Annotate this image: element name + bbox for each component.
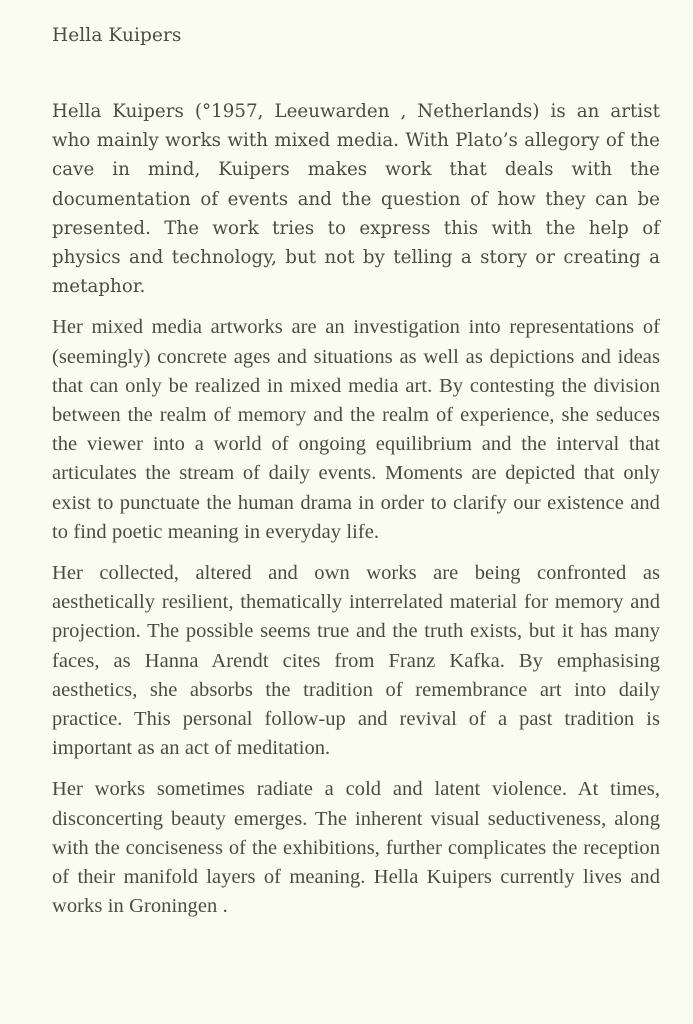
page-title: Hella Kuipers — [52, 25, 182, 46]
paragraph-reception: Her works sometimes radiate a cold and latent violence. At times, disconcerting beauty emerges. The inherent visual seductiveness, along with the conciseness of the exhibitions, further complicates the reception of their manifold layers of meaning. Hella Kuipers currently lives and works in Groningen . — [52, 778, 660, 918]
document-content — [52, 0, 660, 921]
paragraph-mixed-media: Her mixed media artworks are an investigation into representations of (seemingly) concrete ages and situations as well as depictions and ideas that can only be realized in mixed media art. By contesting the division between the realm of memory and the realm of experience, she seduces the viewer into a world of ongoing equilibrium and the interval that articulates the stream of daily events. Moments are depicted that only exist to punctuate the human drama in order to clarify our existence and to find poetic meaning in everyday life. — [52, 316, 660, 543]
paragraph-collected-works: Her collected, altered and own works are being confronted as aesthetically resilient, thematically interrelated material for memory and projection. The possible seems true and the truth exists, but it has many faces, as Hanna Arendt cites from Franz Kafka. By emphasising aesthetics, she absorbs the tradition of remembrance art into daily practice. This personal follow-up and revival of a past tradition is important as an act of meditation. — [52, 562, 660, 760]
paragraph-intro: Hella Kuipers (°1957, Leeuwarden , Netherlands) is an artist who mainly works with mixed media. With Plato’s allegory of the cave in mind, Kuipers makes work that deals with the documentation of events and the question of how they can be presented. The work tries to express this with the help of physics and technology, but not by telling a story or creating a metaphor. — [52, 101, 660, 298]
